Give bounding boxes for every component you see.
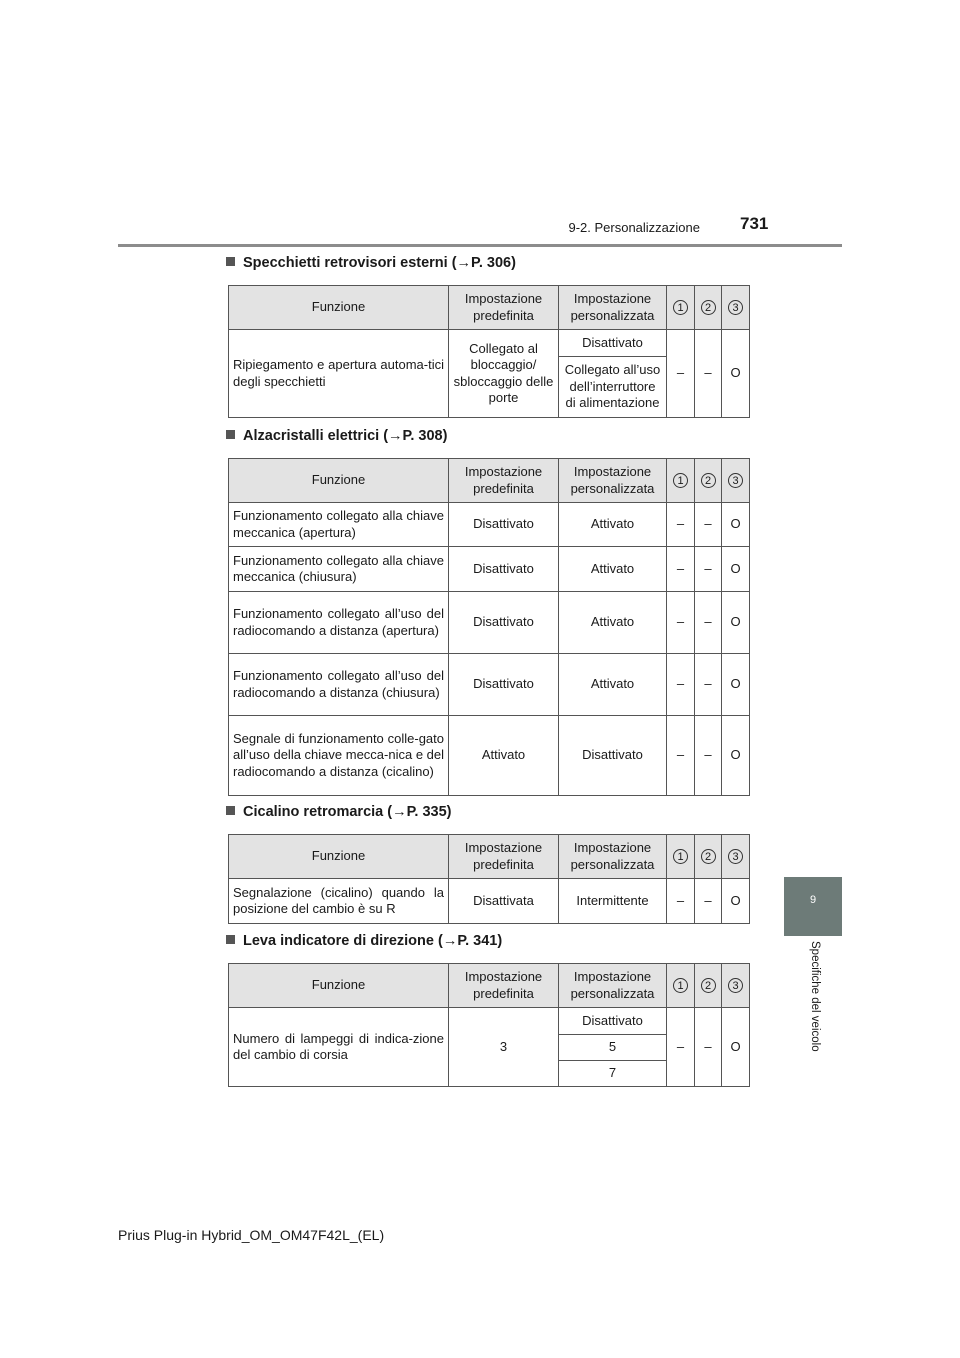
header-default: Impostazione predefinita bbox=[449, 835, 559, 879]
section-title-text: Cicalino retromarcia (→P. 335) bbox=[243, 804, 452, 820]
cell-col-2: – bbox=[695, 592, 722, 654]
circled-number-3: 3 bbox=[728, 300, 743, 315]
cell-function: Segnalazione (cicalino) quando la posizione del cambio è su R bbox=[229, 879, 449, 924]
cell-col-3: O bbox=[722, 654, 750, 716]
cell-default: Disattivato bbox=[449, 503, 559, 547]
cell-default: 3 bbox=[449, 1008, 559, 1087]
header-custom: Impostazione personalizzata bbox=[559, 459, 667, 503]
circled-number-1: 1 bbox=[673, 849, 688, 864]
cell-custom: 5 bbox=[559, 1035, 667, 1061]
section-title-mirrors bbox=[226, 255, 516, 271]
cell-col-3: O bbox=[722, 879, 750, 924]
cell-default: Disattivata bbox=[449, 879, 559, 924]
table-row bbox=[229, 330, 750, 357]
table-row bbox=[229, 547, 750, 592]
header-default: Impostazione predefinita bbox=[449, 459, 559, 503]
table-row bbox=[229, 716, 750, 796]
header-col-1 bbox=[667, 835, 695, 879]
cell-custom: Attivato bbox=[559, 547, 667, 592]
chapter-number: 9 bbox=[809, 894, 817, 906]
header-col-3 bbox=[722, 459, 750, 503]
cell-col-1: – bbox=[667, 716, 695, 796]
header-col-2 bbox=[695, 964, 722, 1008]
header-col-1 bbox=[667, 286, 695, 330]
header-col-2 bbox=[695, 286, 722, 330]
cell-function: Segnale di funzionamento colle-gato all’uso della chiave mecca-nica e del radiocomando a distanza (cicalino) bbox=[229, 716, 449, 796]
section-title-windows bbox=[226, 428, 447, 444]
circled-number-2: 2 bbox=[701, 473, 716, 488]
footer-document-code: Prius Plug-in Hybrid_OM_OM47F42L_(EL) bbox=[118, 1227, 385, 1243]
table-row bbox=[229, 654, 750, 716]
circled-number-1: 1 bbox=[673, 978, 688, 993]
header-function: Funzione bbox=[229, 286, 449, 330]
header-custom: Impostazione personalizzata bbox=[559, 286, 667, 330]
header-section-title: 9-2. Personalizzazione bbox=[568, 220, 700, 235]
square-bullet-icon bbox=[226, 257, 235, 266]
header-col-2 bbox=[695, 835, 722, 879]
header-col-3 bbox=[722, 286, 750, 330]
header-function: Funzione bbox=[229, 835, 449, 879]
header-function: Funzione bbox=[229, 459, 449, 503]
cell-col-1: – bbox=[667, 879, 695, 924]
cell-custom: Attivato bbox=[559, 592, 667, 654]
cell-default: Collegato al bloccaggio/ sbloccaggio delle porte bbox=[449, 330, 559, 418]
cell-function: Funzionamento collegato alla chiave meccanica (apertura) bbox=[229, 503, 449, 547]
cell-col-1: – bbox=[667, 503, 695, 547]
cell-col-3: O bbox=[722, 547, 750, 592]
chapter-side-label bbox=[807, 941, 821, 1071]
header-col-3 bbox=[722, 964, 750, 1008]
cell-function: Funzionamento collegato alla chiave meccanica (chiusura) bbox=[229, 547, 449, 592]
cell-col-2: – bbox=[695, 879, 722, 924]
turn-signal-table bbox=[228, 963, 750, 1087]
header-col-1 bbox=[667, 459, 695, 503]
mirrors-table bbox=[228, 285, 750, 418]
cell-custom: Disattivato bbox=[559, 330, 667, 357]
cell-col-2: – bbox=[695, 547, 722, 592]
cell-col-2: – bbox=[695, 654, 722, 716]
cell-default: Disattivato bbox=[449, 592, 559, 654]
cell-custom: Attivato bbox=[559, 503, 667, 547]
square-bullet-icon bbox=[226, 935, 235, 944]
cell-function: Numero di lampeggi di indica-zione del cambio di corsia bbox=[229, 1008, 449, 1087]
header-custom: Impostazione personalizzata bbox=[559, 964, 667, 1008]
square-bullet-icon bbox=[226, 430, 235, 439]
cell-col-3: O bbox=[722, 716, 750, 796]
circled-number-3: 3 bbox=[728, 473, 743, 488]
cell-custom: Disattivato bbox=[559, 716, 667, 796]
cell-col-2: – bbox=[695, 503, 722, 547]
cell-col-1: – bbox=[667, 1008, 695, 1087]
cell-custom: Intermittente bbox=[559, 879, 667, 924]
cell-col-1: – bbox=[667, 592, 695, 654]
circled-number-3: 3 bbox=[728, 849, 743, 864]
header-rule bbox=[118, 244, 842, 247]
cell-function: Ripiegamento e apertura automa-tici degli specchietti bbox=[229, 330, 449, 418]
section-title-text: Leva indicatore di direzione (→P. 341) bbox=[243, 933, 503, 949]
circled-number-2: 2 bbox=[701, 300, 716, 315]
header-col-1 bbox=[667, 964, 695, 1008]
table-header-row bbox=[229, 286, 750, 330]
cell-default: Disattivato bbox=[449, 547, 559, 592]
cell-col-3: O bbox=[722, 1008, 750, 1087]
section-title-turn-signal bbox=[226, 933, 502, 949]
cell-function: Funzionamento collegato all’uso del radiocomando a distanza (chiusura) bbox=[229, 654, 449, 716]
circled-number-1: 1 bbox=[673, 300, 688, 315]
cell-default: Attivato bbox=[449, 716, 559, 796]
cell-col-2: – bbox=[695, 1008, 722, 1087]
square-bullet-icon bbox=[226, 806, 235, 815]
circled-number-3: 3 bbox=[728, 978, 743, 993]
cell-function: Funzionamento collegato all’uso del radiocomando a distanza (apertura) bbox=[229, 592, 449, 654]
circled-number-2: 2 bbox=[701, 849, 716, 864]
header-default: Impostazione predefinita bbox=[449, 286, 559, 330]
header-col-2 bbox=[695, 459, 722, 503]
windows-table bbox=[228, 458, 750, 796]
cell-col-2: – bbox=[695, 330, 722, 418]
section-title-text: Alzacristalli elettrici (→P. 308) bbox=[243, 428, 448, 444]
header-col-3 bbox=[722, 835, 750, 879]
table-header-row bbox=[229, 964, 750, 1008]
cell-col-3: O bbox=[722, 503, 750, 547]
header-custom: Impostazione personalizzata bbox=[559, 835, 667, 879]
cell-col-3: O bbox=[722, 592, 750, 654]
page-number: 731 bbox=[740, 214, 769, 233]
cell-custom: Collegato all’uso dell’interruttore di alimentazione bbox=[559, 357, 667, 418]
cell-custom: 7 bbox=[559, 1061, 667, 1087]
header-function: Funzione bbox=[229, 964, 449, 1008]
cell-default: Disattivato bbox=[449, 654, 559, 716]
section-title-reverse-buzzer bbox=[226, 804, 451, 820]
cell-col-2: – bbox=[695, 716, 722, 796]
table-row bbox=[229, 592, 750, 654]
chapter-label: Specifiche del veicolo bbox=[809, 941, 821, 1052]
cell-col-1: – bbox=[667, 654, 695, 716]
table-header-row bbox=[229, 459, 750, 503]
cell-col-1: – bbox=[667, 330, 695, 418]
cell-custom: Disattivato bbox=[559, 1008, 667, 1035]
cell-col-1: – bbox=[667, 547, 695, 592]
header-default: Impostazione predefinita bbox=[449, 964, 559, 1008]
table-row bbox=[229, 879, 750, 924]
reverse-buzzer-table bbox=[228, 834, 750, 924]
cell-custom: Attivato bbox=[559, 654, 667, 716]
cell-col-3: O bbox=[722, 330, 750, 418]
circled-number-2: 2 bbox=[701, 978, 716, 993]
section-title-text: Specchietti retrovisori esterni (→P. 306) bbox=[243, 255, 516, 271]
table-row bbox=[229, 1008, 750, 1035]
table-row bbox=[229, 503, 750, 547]
table-header-row bbox=[229, 835, 750, 879]
chapter-tab bbox=[784, 877, 842, 936]
circled-number-1: 1 bbox=[673, 473, 688, 488]
